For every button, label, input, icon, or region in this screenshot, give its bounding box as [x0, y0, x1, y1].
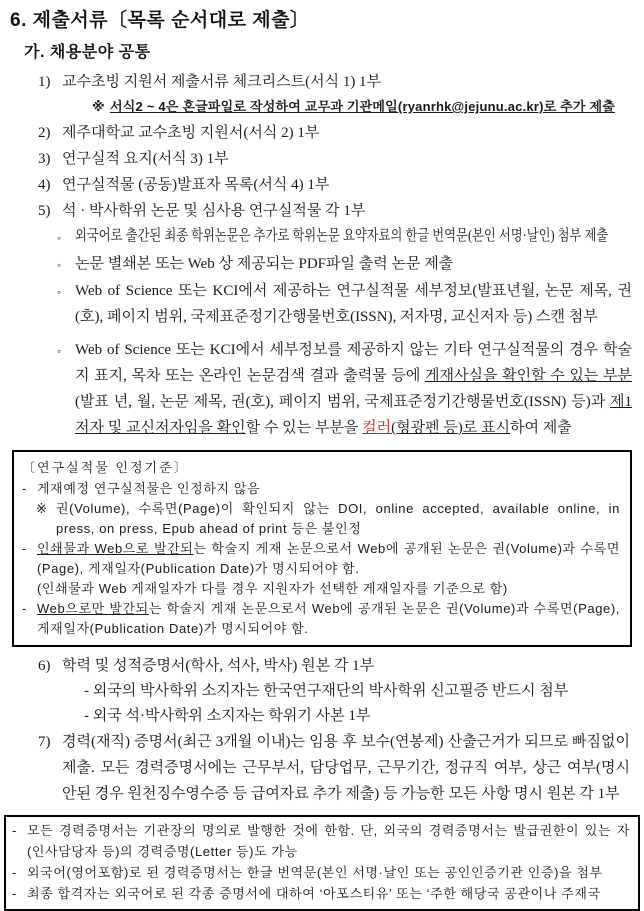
list-item-3: [38, 146, 640, 172]
bullet-pdf-print: [57, 251, 640, 278]
dash-marker: -: [12, 823, 17, 838]
bullet-icon: ◦: [57, 258, 62, 272]
segment-underline: 게재사실을 확인할 수 있는 부분: [424, 368, 632, 384]
career-text: 모든 경력증명서는 기관장의 명의로 발행한 것에 한함. 단, 외국의 경력증명서는 발급권한이 있는 자(인사담당자 등)의 경력증명(Letter 등)도 가능: [27, 823, 630, 859]
note-text: 서식2 ~ 4은 혼글파일로 작성하여 교무과 기관메일(ryanrhk@jejunu.ac.kr)로 추가 제출: [110, 99, 616, 114]
dash-marker: -: [22, 541, 27, 556]
criteria-line-1: [22, 479, 620, 499]
bullet-icon: ◦: [57, 231, 62, 245]
reference-mark-icon: ※: [92, 99, 105, 114]
bullet-wos-kci-info: [57, 278, 640, 330]
item-text: 경력(재직) 증명서(최근 3개월 이내)는 임용 후 보수(연봉제) 산출근거가 되므로 빠짐없이 제출. 모든 경력증명서에는 근무부서, 담당업무, 근무기간, 정규직 여부, 상근 여부(명시 안된 경우 원천징수영수증 등 급여자료 추가 제출) 등 가능한 모든 사항 명시 원본 각 1부: [62, 734, 630, 802]
list-item-1: [38, 69, 640, 95]
bullet-text: 외국어로 출간된 최종 학위논문은 추가로 학위논문 요약자료의 한글 번역문(본인 서명·날인) 첨부 제출: [75, 228, 609, 244]
career-text: 최종 합격자는 외국어로 된 각종 증명서에 대하여 ‘아포스티유’ 또는 ‘주한 해당국 공관이나 주재국: [27, 886, 601, 901]
dash-marker: -: [12, 886, 17, 901]
form-email-note: [92, 96, 640, 118]
segment-color-highlight: 컬러: [362, 420, 392, 436]
list-item-4: [38, 172, 640, 198]
item-text: 연구실적 요지(서식 3) 1부: [62, 151, 229, 167]
item-text: 학력 및 성적증명서(학사, 석사, 박사) 원본 각 1부: [62, 658, 375, 674]
criteria-note-text: 권(Volume), 수록면(Page)이 확인되지 않는 DOI, online accepted, available online, in press, on press, Epub ahead of print 등은 불인정: [56, 501, 620, 536]
segment-plain: (발표 년, 월, 논문 제목, 권(호), 페이지 범위, 국제표준정기간행물번호(ISSN) 등)과: [75, 394, 610, 410]
item-6-dash-1: - 외국의 박사학위 소지자는 한국연구재단의 박사학위 신고필증 반드시 첨부: [84, 683, 569, 699]
page-title: 6. 제출서류〔목록 순서대로 제출〕: [10, 10, 310, 31]
list-item-2: [38, 120, 640, 146]
item-number: 5): [38, 203, 51, 219]
bullet-icon: ◦: [57, 285, 62, 299]
bullet-translation: [57, 224, 640, 251]
dash-marker: -: [22, 601, 27, 616]
submission-list: [4, 69, 640, 224]
criteria-line-3: [22, 599, 620, 639]
bullet-text: Web of Science 또는 KCI에서 제공하는 연구실적물 세부정보(발표년월, 논문 제목, 권(호), 페이지 범위, 국제표준정기간행물번호(ISSN), 저자명, 교신저자 등) 스캔 첨부: [75, 283, 632, 325]
item-text: 석 · 박사학위 논문 및 심사용 연구실적물 각 1부: [62, 203, 366, 219]
item-text: 연구실적물 (공동)발표자 목록(서식 4) 1부: [62, 177, 330, 193]
bullet-text: [75, 337, 640, 441]
criteria-box: [12, 450, 632, 647]
item-6-dash-2: - 외국 석·박사학위 소지자는 학위기 사본 1부: [84, 708, 371, 724]
item-5-sub-bullets: [4, 224, 640, 441]
segment-plain: Web of Science 또는 KCI에서 세부정보를 제공하지 않는 기타 연구실적물의 경우 학술지 표지, 목차 또는 온라인 논문검색 결과 출력물 등에: [75, 342, 632, 384]
career-line-2: [12, 862, 630, 883]
reference-mark-icon: ※: [36, 501, 48, 516]
section-heading: 가. 채용분야 공통: [24, 44, 151, 61]
item-text: 교수초빙 지원서 제출서류 체크리스트(서식 1) 1부: [62, 74, 382, 90]
criteria-line-2-note: (인쇄물과 Web 게재일자가 다를 경우 지원자가 선택한 게재일자를 기준으로 함): [37, 581, 508, 596]
item-number: 2): [38, 125, 51, 141]
criteria-text: [37, 539, 620, 579]
bullet-other-publications: [57, 337, 640, 441]
career-line-1: [12, 820, 630, 862]
list-item-5: [38, 198, 640, 224]
segment-underline: 인쇄물과 Web으로 발간되: [37, 541, 194, 556]
bullet-text: 논문 별쇄본 또는 Web 상 제공되는 PDF파일 출력 논문 제출: [75, 256, 454, 272]
criteria-note: [22, 499, 620, 539]
career-text: 외국어(영어포함)로 된 경력증명서는 한글 번역문(본인 서명·날인 또는 공인인증기관 인증)을 첨부: [27, 865, 603, 880]
criteria-text: [37, 599, 620, 639]
item-number: 4): [38, 177, 51, 193]
segment-plain: 하여 제출: [510, 420, 572, 436]
dash-marker: -: [12, 865, 17, 880]
list-item-7: [38, 729, 640, 807]
dash-marker: -: [22, 481, 27, 496]
bullet-icon: ◦: [57, 344, 62, 358]
item-number: 6): [38, 658, 51, 674]
segment-underline: Web으로만 발간되: [37, 601, 149, 616]
segment-underline: 제1저자 및 교신저자임을 확인: [75, 394, 632, 436]
item-number: 7): [38, 734, 51, 750]
item-text: 제주대학교 교수초빙 지원서(서식 2) 1부: [62, 125, 320, 141]
criteria-box-title: 〔연구실적물 인정기준〕: [22, 460, 189, 475]
item-number: 3): [38, 151, 51, 167]
segment-plain: 는 학술지 게재 논문으로서 Web에 공개된 논문은 권(Volume)과 수록면(Page), 게재일자(Publication Date)가 명시되어야 함.: [37, 541, 620, 576]
career-certificate-box: [4, 815, 640, 911]
criteria-text: 게재예정 연구실적물은 인정하지 않음: [37, 481, 261, 496]
item-number: 1): [38, 74, 51, 90]
criteria-line-2: [22, 539, 620, 579]
list-item-6: [38, 653, 640, 679]
segment-plain: 할 수 있는 부분을: [245, 420, 363, 436]
segment-plain: 는 학술지 게재 논문으로서 Web에 공개된 논문은 권(Volume)과 수록면(Page), 게재일자(Publication Date)가 명시되어야 함.: [37, 601, 620, 636]
segment-underline: (형광펜 등)로 표시: [391, 420, 510, 436]
submission-list-continued: [4, 653, 640, 807]
